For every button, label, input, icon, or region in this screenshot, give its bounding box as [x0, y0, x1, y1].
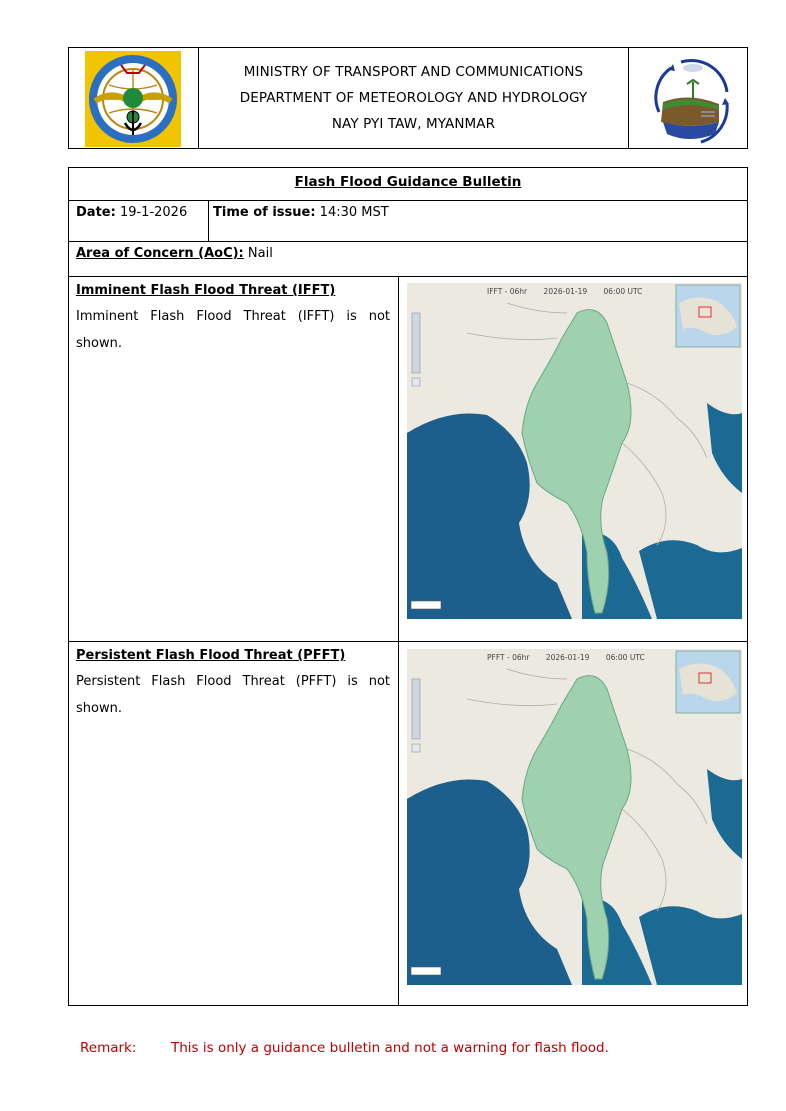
- zoom-button: [412, 378, 420, 386]
- department-name: DEPARTMENT OF METEOROLOGY AND HYDROLOGY: [239, 90, 588, 106]
- ifft-heading: Imminent Flash Flood Threat (IFFT): [76, 283, 336, 298]
- ifft-section: [69, 277, 747, 642]
- pfft-text-cell: [69, 642, 399, 1005]
- remark-text: This is only a guidance bulletin and not a warning for flash flood.: [171, 1040, 609, 1056]
- pfft-heading: Persistent Flash Flood Threat (PFFT): [76, 648, 346, 663]
- zoom-slider: [412, 313, 420, 373]
- header-title-block: [199, 48, 628, 148]
- zoom-button: [412, 744, 420, 752]
- ministry-name: MINISTRY OF TRANSPORT AND COMMUNICATIONS: [243, 64, 584, 80]
- pfft-map-date: 2026-01-19: [545, 653, 590, 662]
- date-cell: [69, 201, 209, 241]
- bulletin-title-row: [69, 168, 747, 201]
- issue-info-row: [69, 201, 747, 242]
- time-value: 14:30 MST: [319, 205, 389, 220]
- hydrological-cycle-icon: [641, 52, 737, 148]
- pfft-body: Persistent Flash Flood Threat (PFFT) is not shown.: [76, 674, 390, 716]
- ifft-map-time: 06:00 UTC: [603, 287, 643, 296]
- date-label: Date:: [76, 205, 116, 220]
- remark: [80, 1040, 609, 1056]
- pfft-section: [69, 642, 747, 1005]
- ifft-map-product: IFFT - 06hr: [487, 287, 528, 296]
- aoc-value: Nail: [247, 246, 273, 261]
- ifft-body: Imminent Flash Flood Threat (IFFT) is not shown.: [76, 309, 390, 351]
- time-label: Time of issue:: [213, 205, 316, 220]
- pfft-map-caption: [487, 653, 659, 662]
- pfft-map-image: [407, 649, 742, 985]
- remark-label: Remark:: [80, 1040, 137, 1056]
- ifft-map-date: 2026-01-19: [543, 287, 588, 296]
- right-logo-cell: [628, 48, 747, 148]
- scale-bar: [411, 967, 441, 975]
- bulletin-title: Flash Flood Guidance Bulletin: [294, 174, 522, 190]
- date-value: 19-1-2026: [119, 205, 188, 220]
- ministry-emblem-icon: [85, 51, 181, 147]
- area-of-concern-row: [69, 242, 747, 277]
- bulletin-header: [68, 47, 748, 149]
- bulletin-table: [68, 167, 748, 1006]
- scale-bar: [411, 601, 441, 609]
- ifft-map: [407, 283, 742, 619]
- pfft-map: [407, 649, 742, 985]
- ifft-map-image: [407, 283, 742, 619]
- left-logo-cell: [69, 48, 199, 148]
- ifft-text-cell: [69, 277, 399, 641]
- location-name: NAY PYI TAW, MYANMAR: [331, 116, 496, 132]
- ifft-map-caption: [487, 287, 656, 296]
- zoom-slider: [412, 679, 420, 739]
- aoc-label: Area of Concern (AoC):: [76, 246, 244, 261]
- pfft-map-time: 06:00 UTC: [605, 653, 645, 662]
- pfft-map-product: PFFT - 06hr: [487, 653, 530, 662]
